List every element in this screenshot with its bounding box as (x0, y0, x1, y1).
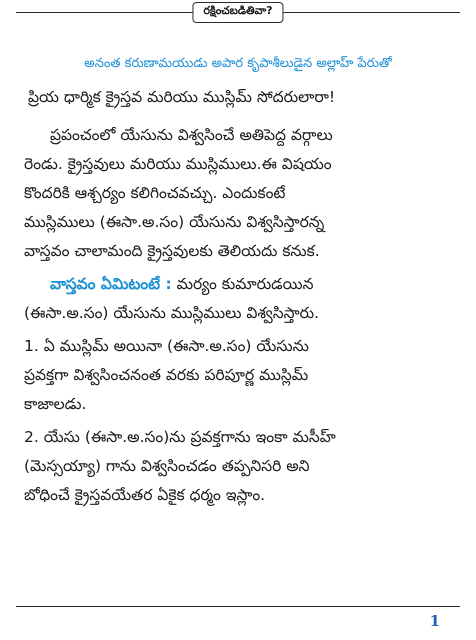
running-header-title: రక్షించబడితివా? (192, 2, 283, 23)
footer-rule (16, 606, 460, 607)
paragraph-line: ప్రపంచంలో యేసును విశ్వసించే అతిపెద్ద వర్గాలు (50, 126, 333, 144)
paragraph-line: 2. యేసు (ఈసా.అ.సం)ను ప్రవక్తగాను ఇంకా మసీహ్ (24, 428, 336, 446)
paragraph-line: (మెస్సయ్యా) గాను విశ్వసించడం తప్పనిసరి అని (24, 457, 310, 475)
paragraph-line: వాస్తవం చాలామంది క్రైస్తవులకు తెలియదు కనుక. (24, 242, 320, 260)
paragraph-line-rest: మర్యం కుమారుడయిన (171, 275, 314, 293)
paragraph-fact (24, 270, 452, 328)
paragraph-line: 1. ఏ ముస్లిమ్ అయినా (ఈసా.అ.సం) యేసును (24, 337, 309, 355)
page-content (24, 56, 452, 514)
paragraph-line: రెండు. క్రైస్తవులు మరియు ముస్లిములు.ఈ విషయం (24, 155, 332, 173)
greeting-line: ప్రియ ధార్మిక క్రైస్తవ మరియు ముస్లిమ్ సోదరులారా! (28, 88, 336, 106)
page-number: 1 (429, 612, 440, 630)
paragraph-line (24, 270, 452, 299)
paragraph-point-2 (24, 423, 452, 510)
paragraph-intro (24, 121, 452, 266)
paragraph-line: ముస్లిములు (ఈసా.అ.సం) యేసును విశ్వసిస్తారన్న (24, 213, 325, 231)
paragraph-line: బోధించే క్రైస్తవయేతర ఏకైక ధర్మం ఇస్లాం. (24, 486, 266, 504)
paragraph-line: కాజాలడు. (24, 395, 87, 413)
paragraph-line: (ఈసా.అ.సం) యేసును ముస్లిములు విశ్వసిస్తారు. (24, 304, 320, 322)
highlight-phrase: వాస్తవం ఏమిటంటే : (50, 275, 172, 293)
paragraph-point-1 (24, 332, 452, 419)
basmala-line: అనంత కరుణామయుడు అపార కృపాశీలుడైన అల్లాహ్ పేరుతో (84, 56, 392, 71)
paragraph-line: ప్రవక్తగా విశ్వసించనంత వరకు పరిపూర్ణ ముస్లిమ్ (24, 366, 309, 384)
paragraph-line: కొందరికి ఆశ్చర్యం కలిగించవచ్చు. ఎందుకంటే (24, 184, 286, 202)
